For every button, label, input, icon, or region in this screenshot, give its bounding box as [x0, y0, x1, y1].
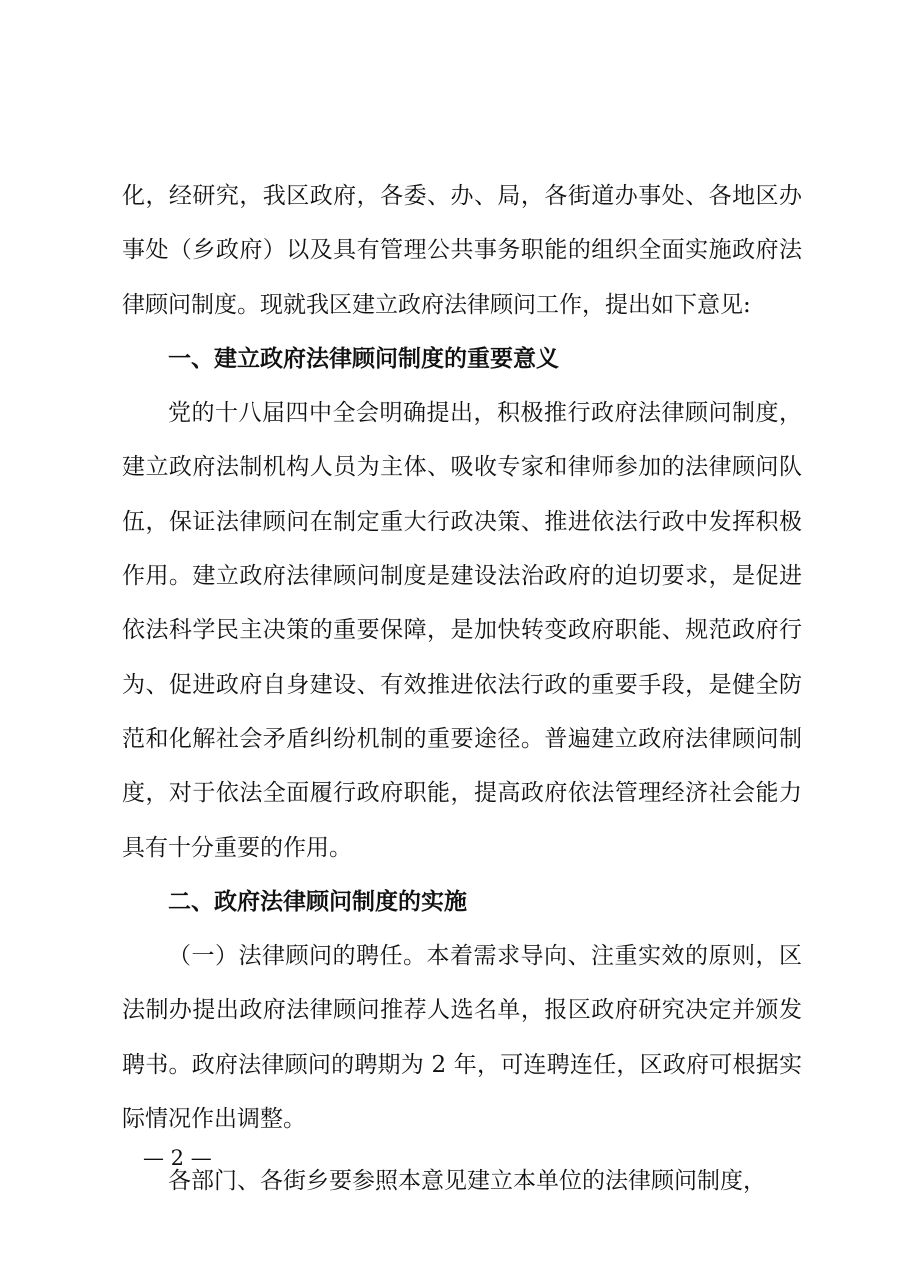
paragraph-intro: 化，经研究，我区政府，各委、办、局，各街道办事处、各地区办事处（乡政府）以及具有管理公共事务职能的组织全面实施政府法律顾问制度。现就我区建立政府法律顾问工作，提出如下意见:: [122, 183, 802, 318]
paragraph-appointment: （一）法律顾问的聘任。本着需求导向、注重实效的原则，区法制办提出政府法律顾问推荐人选名单，报区政府研究决定并颁发聘书。政府法律顾问的聘期为 2 年，可连聘连任，区政府可根据实际情况作出调整。: [122, 943, 802, 1133]
section-heading-1: 一、建立政府法律顾问制度的重要意义: [168, 345, 559, 372]
paragraph-departments: 各部门、各街乡要参照本意见建立本单位的法律顾问制度，: [168, 1168, 766, 1195]
page-number: — 2 —: [143, 1146, 212, 1170]
paragraph-significance: 党的十八届四中全会明确提出，积极推行政府法律顾问制度，建立政府法制机构人员为主体、吸收专家和律师参加的法律顾问队伍，保证法律顾问在制定重大行政决策、推进依法行政中发挥积极作用。建立政府法律顾问制度是建设法治政府的迫切要求，是促进依法科学民主决策的重要保障，是加快转变政府职能、规范政府行为、促进政府自身建设、有效推进依法行政的重要手段，是健全防范和化解社会矛盾纠纷机制的重要途径。普遍建立政府法律顾问制度，对于依法全面履行政府职能，提高政府依法管理经济社会能力具有十分重要的作用。: [122, 400, 802, 861]
section-heading-2: 二、政府法律顾问制度的实施: [168, 888, 467, 915]
paragraph-spacer: [122, 1146, 802, 1154]
document-body: [122, 169, 802, 1209]
